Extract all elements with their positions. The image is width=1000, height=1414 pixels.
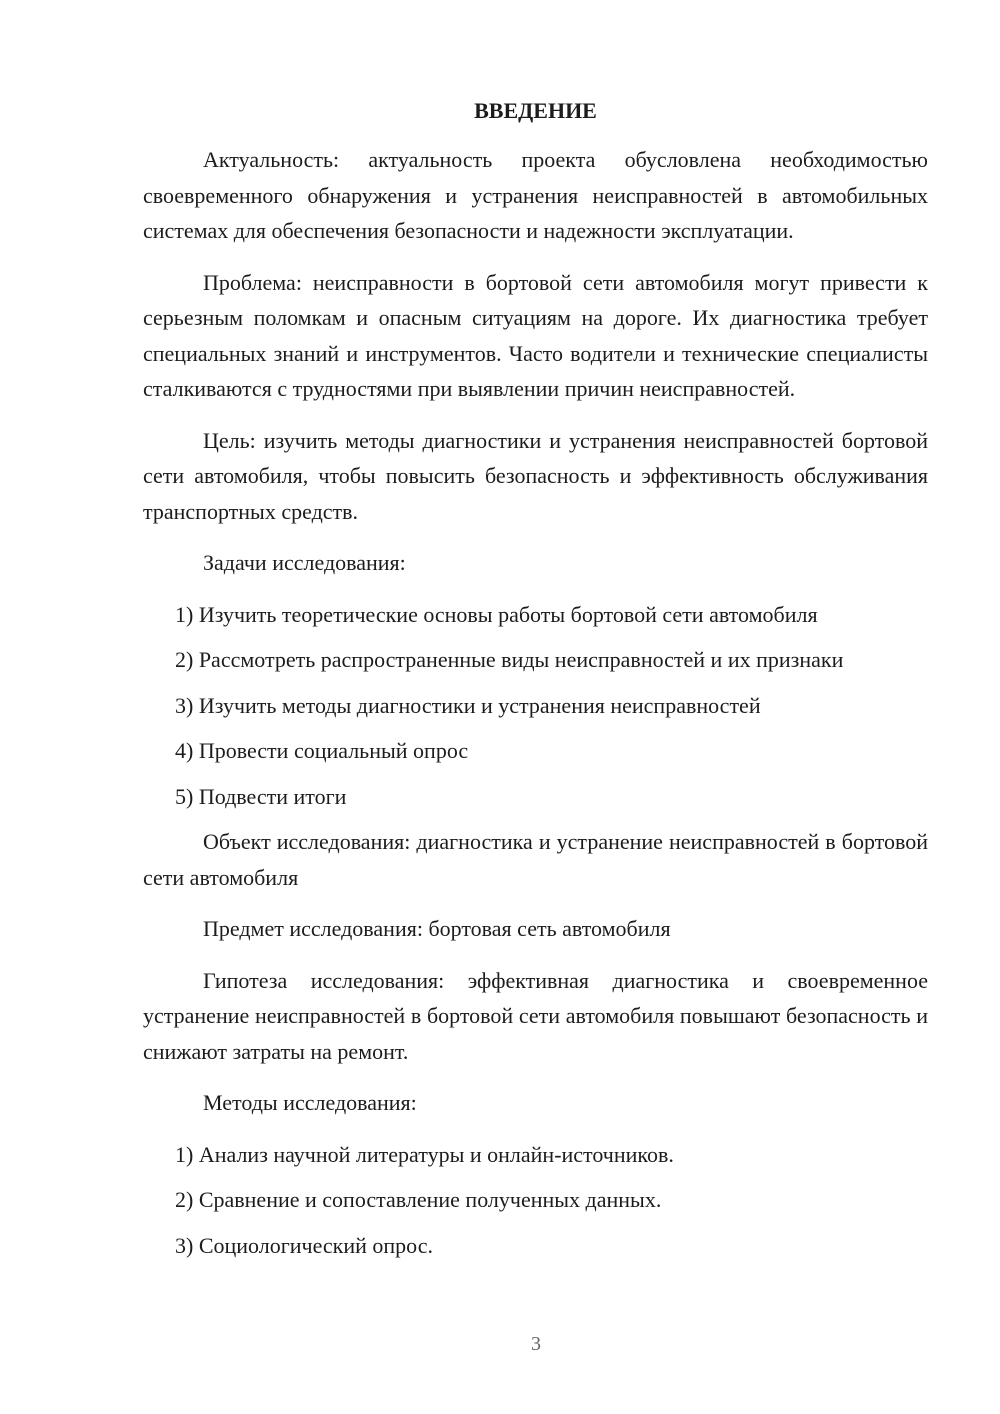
tasks-heading: Задачи исследования: (203, 550, 406, 575)
section-heading: ВВЕДЕНИЕ (474, 98, 597, 123)
method-item: 3) Социологический опрос. (175, 1232, 433, 1258)
method-item: 1) Анализ научной литературы и онлайн-источников. (175, 1141, 674, 1167)
method-item: 2) Сравнение и сопоставление полученных данных. (175, 1187, 662, 1212)
object-paragraph: Объект исследования: диагностика и устранение неисправностей в бортовой сети автомобиля (143, 829, 928, 890)
task-item: 3) Изучить методы диагностики и устранения неисправностей (175, 692, 761, 718)
methods-heading: Методы исследования: (203, 1090, 417, 1115)
goal-paragraph: Цель: изучить методы диагностики и устранения неисправностей бортовой сети автомобиля, чтобы повысить безопасность и эффективность обслуживания транспортных средств. (143, 427, 928, 524)
task-item: 5) Подвести итоги (175, 783, 347, 809)
subject-paragraph: Предмет исследования: бортовая сеть автомобиля (203, 916, 671, 941)
hypothesis-paragraph: Гипотеза исследования: эффективная диагностика и своевременное устранение неисправностей в бортовой сети автомобиля повышают безопасность и снижают затраты на ремонт. (143, 967, 928, 1064)
page-content (143, 96, 928, 1273)
task-item: 2) Рассмотреть распространенные виды неисправностей и их признаки (175, 647, 844, 672)
page-number: 3 (531, 1333, 541, 1355)
task-item: 4) Провести социальный опрос (175, 738, 469, 763)
task-item: 1) Изучить теоретические основы работы бортовой сети автомобиля (175, 601, 818, 627)
relevance-paragraph: Актуальность: актуальность проекта обусловлена необходимостью своевременного обнаружения и устранения неисправностей в автомобильных системах для обеспечения безопасности и надежности эксплуатации. (143, 147, 928, 243)
problem-paragraph: Проблема: неисправности в бортовой сети автомобиля могут привести к серьезным поломкам и опасным ситуациям на дороге. Их диагностика требует специальных знаний и инструментов. Часто водители и технические специалисты сталкиваются с трудностями при выявлении причин неисправностей. (143, 269, 928, 401)
